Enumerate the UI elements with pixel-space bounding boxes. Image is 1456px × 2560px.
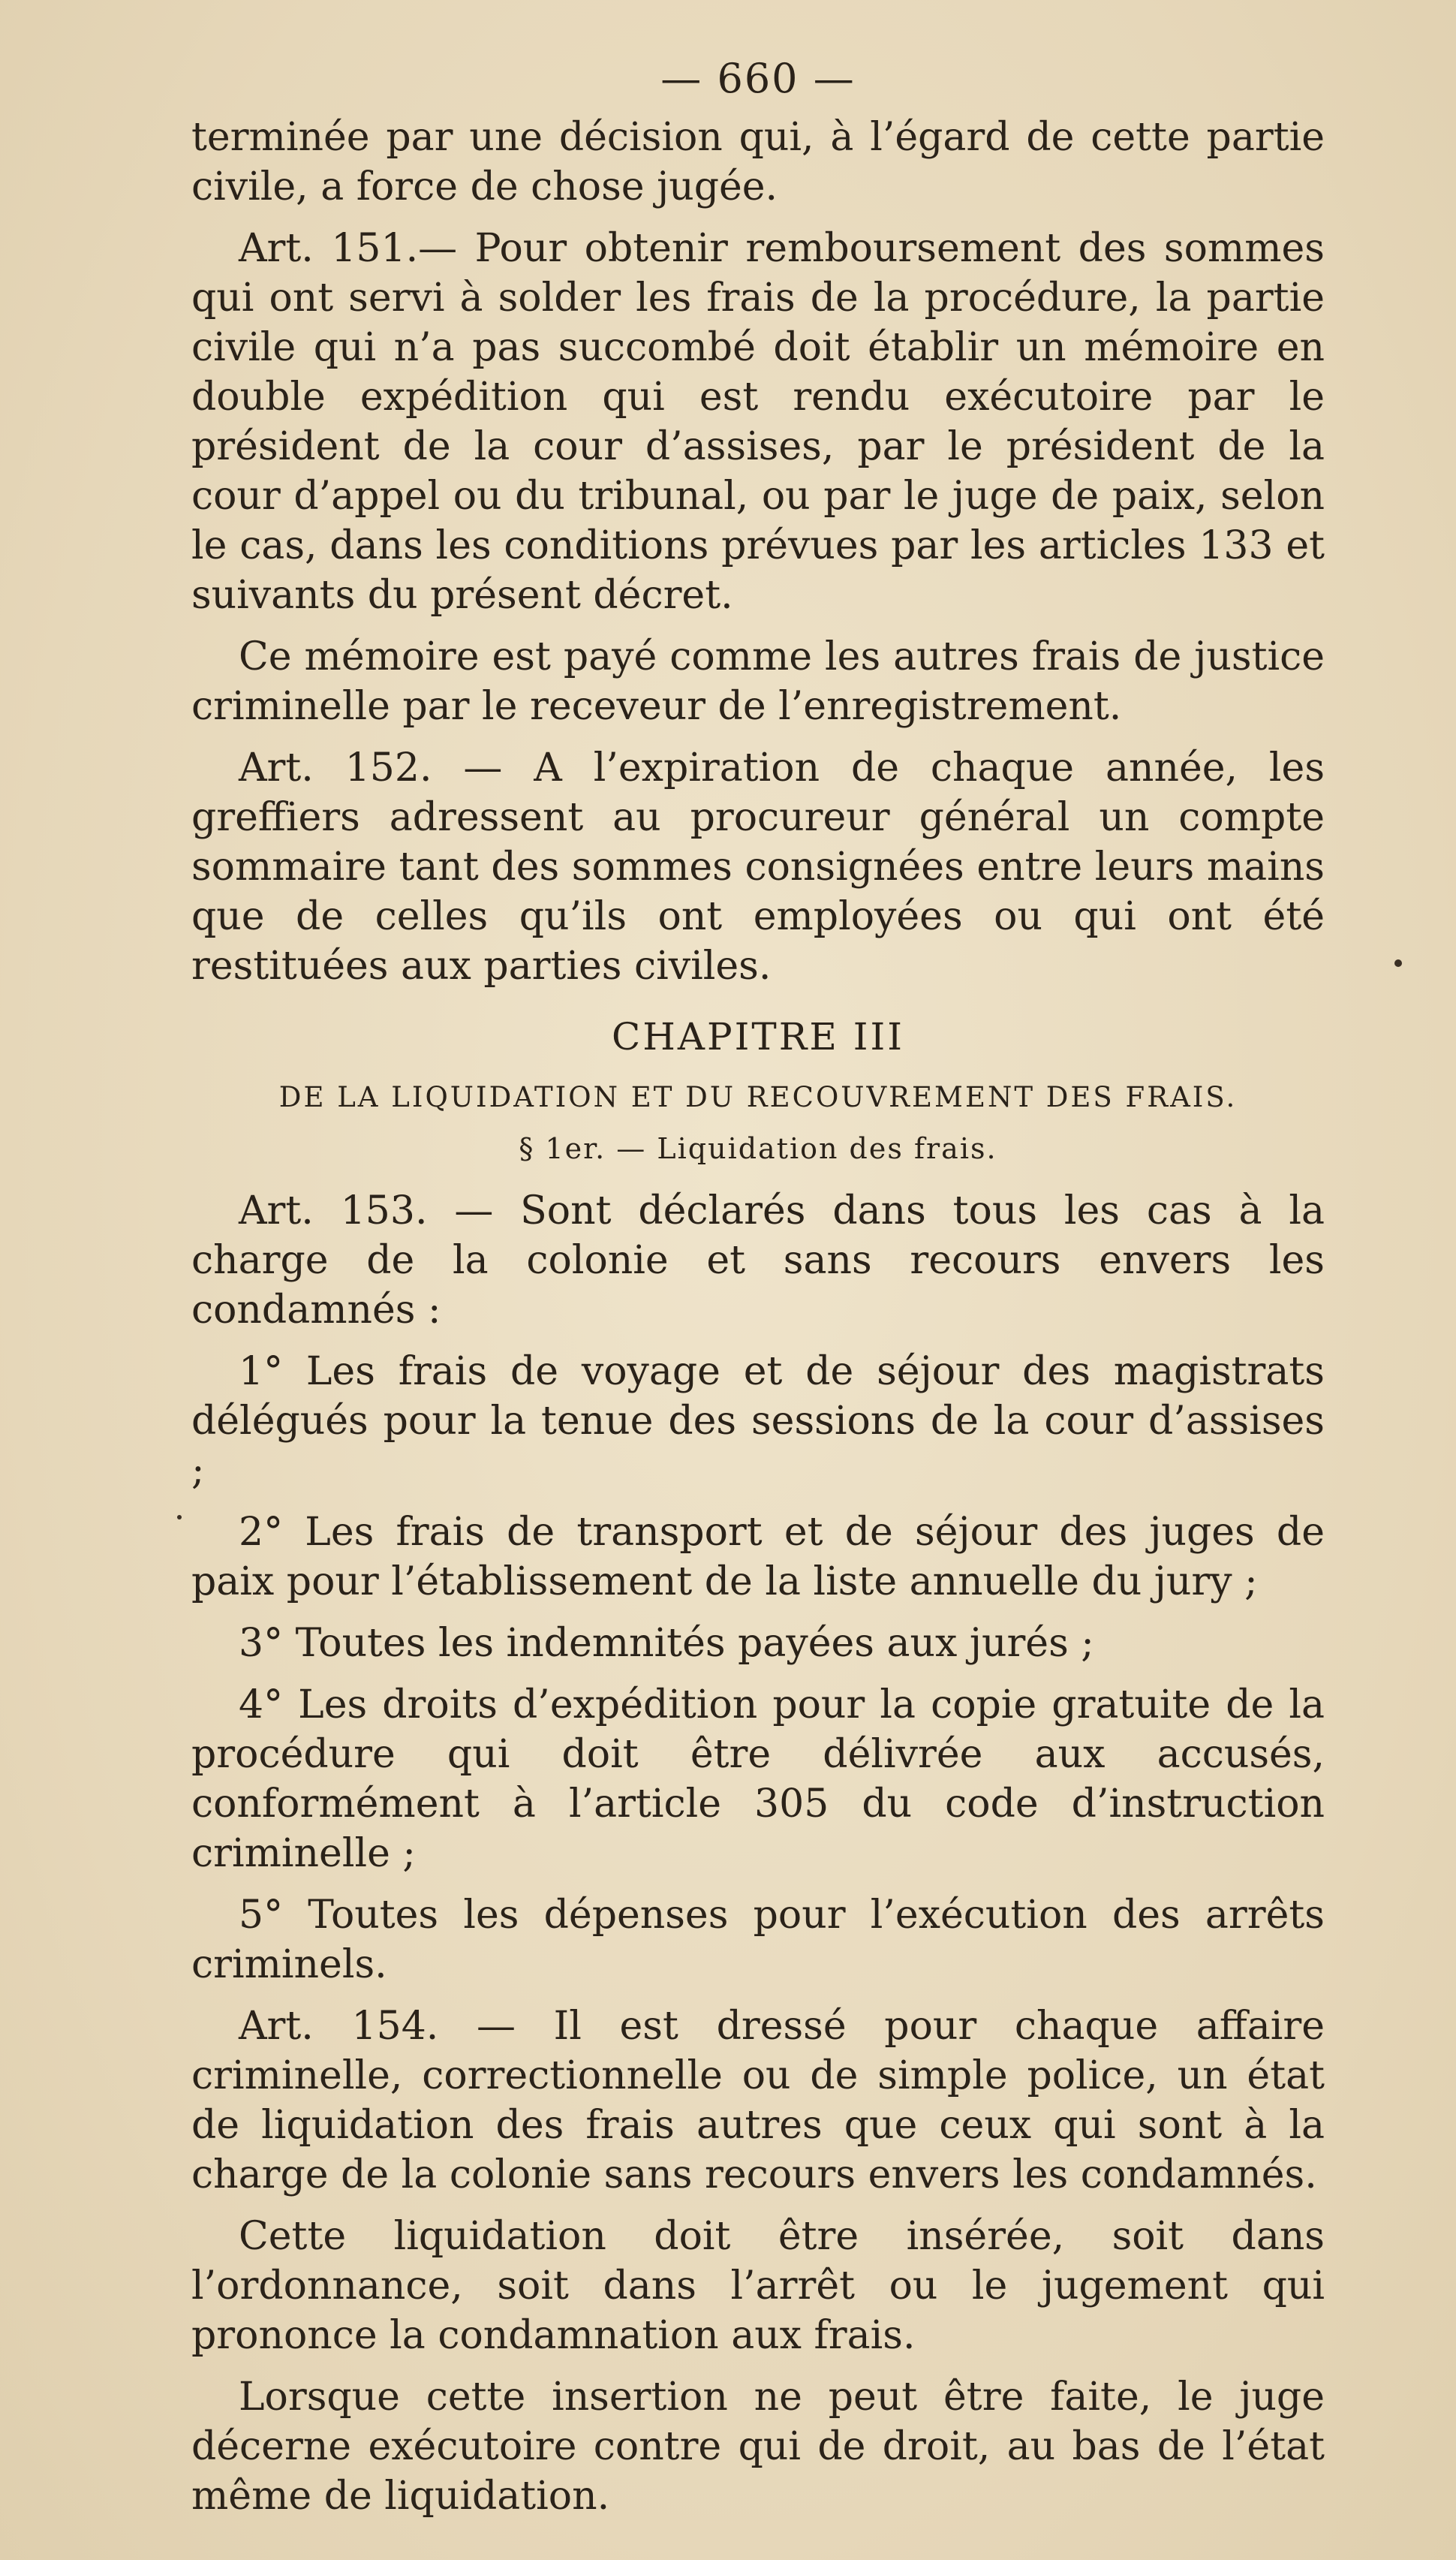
article-151: Art. 151.— Pour obtenir remboursement des sommes qui ont servi à solder les frais de la procédure, la partie civile qui n’a pas succombé doit établir un mémoire en double expédition qui est rendu exécutoire par le président de la cour d’assises, par le président de la cour d’appel ou du tribunal, ou par le juge de paix, selon le cas, dans les conditions prévues par les articles 133 et suivants du présent décret. bbox=[191, 226, 1325, 618]
section-title: § 1er. — Liquidation des frais. bbox=[519, 1132, 997, 1165]
list-item: 4° Les droits d’expédition pour la copie gratuite de la procédure qui doit être délivrée aux accusés, conformément à l’article 305 du code d’instruction criminelle ; bbox=[191, 1682, 1325, 1876]
list-item: 1° Les frais de voyage et de séjour des magistrats délégués pour la tenue des sessions de la cour d’assises ; bbox=[191, 1349, 1325, 1493]
paragraph: Ce mémoire est payé comme les autres frais de justice criminelle par le receveur de l’enregistrement. bbox=[191, 634, 1325, 729]
list-item: 2° Les frais de transport et de séjour des juges de paix pour l’établissement de la liste annuelle du jury ; bbox=[191, 1510, 1325, 1604]
chapter-subtitle: DE LA LIQUIDATION ET DU RECOUVREMENT DES FRAIS. bbox=[278, 1081, 1238, 1113]
list-item: 3° Toutes les indemnités payées aux jurés ; bbox=[239, 1621, 1094, 1666]
paragraph: Cette liquidation doit être insérée, soit dans l’ordonnance, soit dans l’arrêt ou le jugement qui prononce la condamnation aux frais. bbox=[191, 2214, 1325, 2358]
ink-speck bbox=[177, 1515, 182, 1519]
list-item: 5° Toutes les dépenses pour l’exécution des arrêts criminels. bbox=[191, 1893, 1325, 1987]
paragraph: Lorsque cette insertion ne peut être faite, le juge décerne exécutoire contre qui de droit, au bas de l’état même de liquidation. bbox=[191, 2375, 1325, 2519]
paragraph: terminée par une décision qui, à l’égard de cette partie civile, a force de chose jugée. bbox=[191, 115, 1325, 209]
chapter-title: CHAPITRE III bbox=[611, 1015, 904, 1059]
article-153: Art. 153. — Sont déclarés dans tous les cas à la charge de la colonie et sans recours envers les condamnés : bbox=[191, 1188, 1325, 1333]
article-154: Art. 154. — Il est dressé pour chaque affaire criminelle, correctionnelle ou de simple police, un état de liquidation des frais autres que ceux qui sont à la charge de la colonie sans recours envers les condamnés. bbox=[191, 2004, 1325, 2197]
article-152: Art. 152. — A l’expiration de chaque année, les greffiers adressent au procureur général un compte sommaire tant des sommes consignées entre leurs mains que de celles qu’ils ont employées ou qui ont été restituées aux parties civiles. bbox=[191, 745, 1325, 989]
ink-speck bbox=[1394, 959, 1402, 967]
document-page bbox=[191, 53, 1325, 2519]
page-number: — 660 — bbox=[660, 55, 856, 102]
